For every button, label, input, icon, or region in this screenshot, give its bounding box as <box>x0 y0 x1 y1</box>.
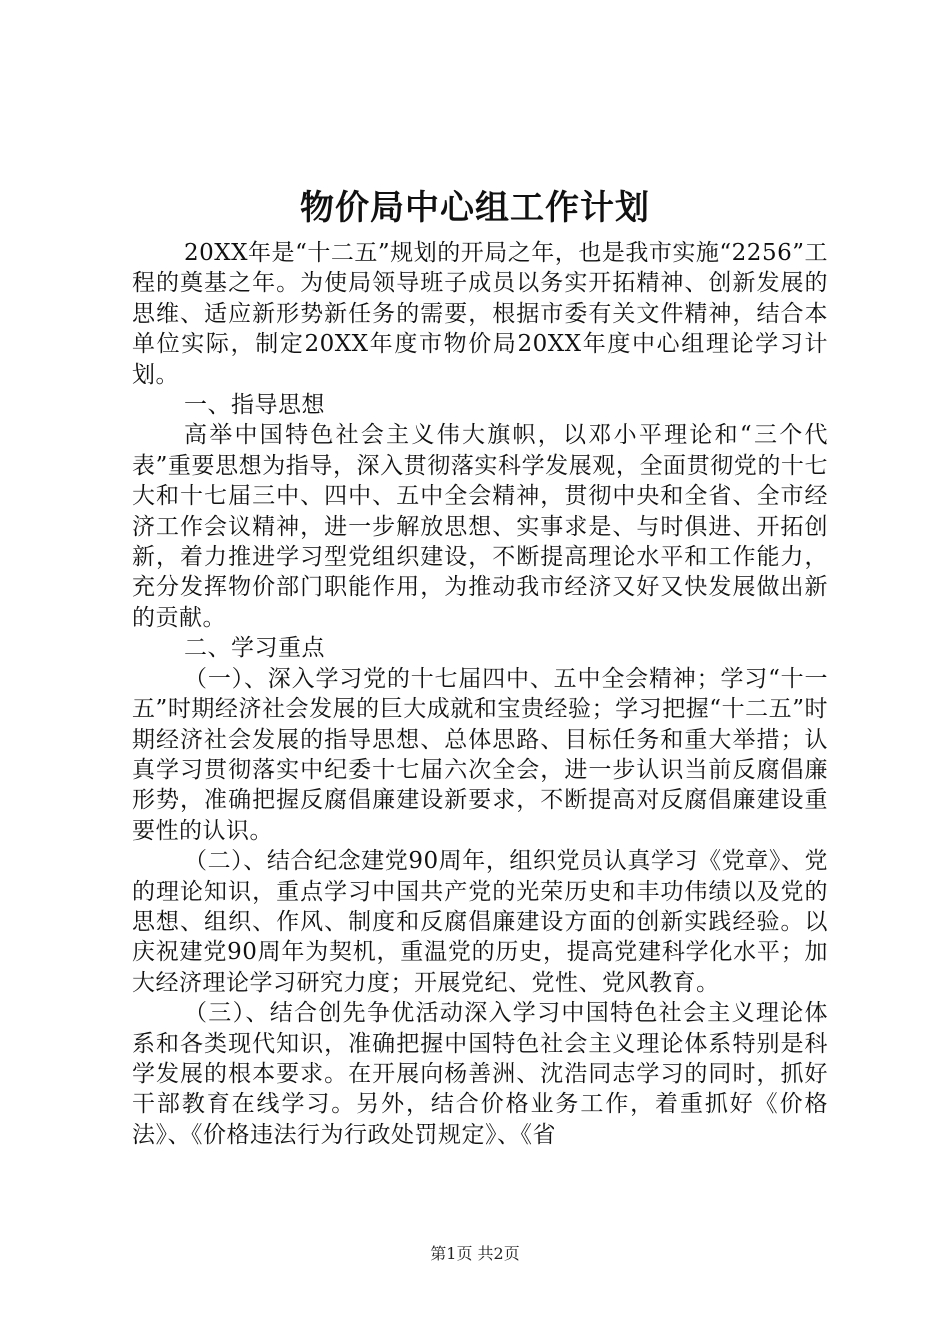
document-body <box>132 238 828 1150</box>
guiding-thought-paragraph: 高举中国特色社会主义伟大旗帜，以邓小平理论和“三个代表”重要思想为指导，深入贯彻落实科学发展观，全面贯彻党的十七大和十七届三中、四中、五中全会精神，贯彻中央和全省、全市经济工作会议精神，进一步解放思想、实事求是、与时俱进、开拓创新，着力推进学习型党组织建设，不断提高理论水平和工作能力，充分发挥物价部门职能作用，为推动我市经济又好又快发展做出新的贡献。 <box>132 422 828 631</box>
section-heading-guiding-thought: 一、指导思想 <box>184 392 325 419</box>
study-focus-item-2: （二）、结合纪念建党90周年，组织党员认真学习《党章》、党的理论知识，重点学习中国共产党的光荣历史和丰功伟绩以及党的思想、组织、作风、制度和反腐倡廉建设方面的创新实践经验。以庆祝建党90周年为契机，重温党的历史，提高党建科学化水平；加大经济理论学习研究力度；开展党纪、党性、党风教育。 <box>132 848 828 996</box>
study-focus-item-1: （一）、深入学习党的十七届四中、五中全会精神；学习“十一五”时期经济社会发展的巨大成就和宝贵经验；学习把握“十二五”时期经济社会发展的指导思想、总体思路、目标任务和重大举措；认真学习贯彻落实中纪委十七届六次全会，进一步认识当前反腐倡廉形势，准确把握反腐倡廉建设新要求，不断提高对反腐倡廉建设重要性的认识。 <box>132 665 828 844</box>
intro-paragraph: 20XX年是“十二五”规划的开局之年，也是我市实施“2256”工程的奠基之年。为使局领导班子成员以务实开拓精神、创新发展的思维、适应新形势新任务的需要，根据市委有关文件精神，结合本单位实际，制定20XX年度市物价局20XX年度中心组理论学习计划。 <box>132 240 828 388</box>
section-heading-study-focus: 二、学习重点 <box>184 635 325 662</box>
study-focus-item-3: （三）、结合创先争优活动深入学习中国特色社会主义理论体系和各类现代知识，准确把握中国特色社会主义理论体系特别是科学发展的根本要求。在开展向杨善洲、沈浩同志学习的同时，抓好干部教育在线学习。另外，结合价格业务工作，着重抓好《价格法》、《价格违法行为行政处罚规定》、《省 <box>132 1000 828 1148</box>
page-footer: 第1页 共2页 <box>430 1244 520 1263</box>
document-title: 物价局中心组工作计划 <box>300 188 650 228</box>
